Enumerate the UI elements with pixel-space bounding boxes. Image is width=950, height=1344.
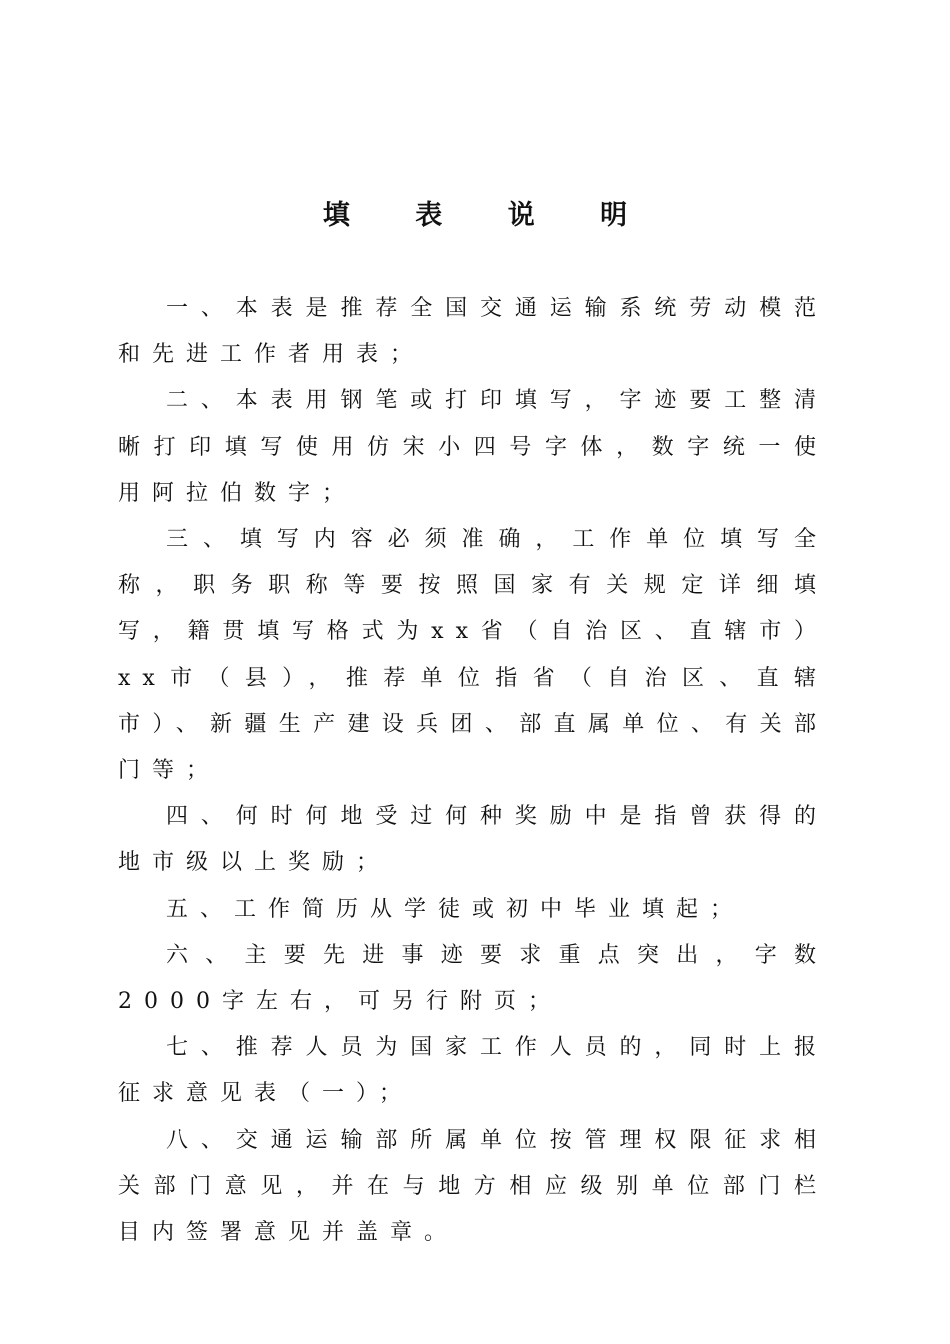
instruction-item-3: 三、填写内容必须准确，工作单位填写全称，职务职称等要按照国家有关规定详细填写，籍贯填写格式为xx省（自治区、直辖市）xx市（县），推荐单位指省（自治区、直辖市）、新疆生产建设兵团、部直属单位、有关部门等； xyxy=(118,527,828,784)
instruction-item-2: 二、本表用钢笔或打印填写，字迹要工整清晰打印填写使用仿宋小四号字体，数字统一使用阿拉伯数字； xyxy=(118,388,828,506)
page-title: 填 表 说 明 xyxy=(322,200,656,231)
instruction-item-8: 八、交通运输部所属单位按管理权限征求相关部门意见，并在与地方相应级别单位部门栏目内签署意见并盖章。 xyxy=(118,1127,828,1246)
instruction-item-1: 一、本表是推荐全国交通运输系统劳动模范和先进工作者用表； xyxy=(118,296,828,368)
instructions-body xyxy=(118,286,828,1256)
instruction-item-7: 七、推荐人员为国家工作人员的，同时上报征求意见表（一）； xyxy=(118,1035,828,1107)
instruction-item-6: 六、主要先进事迹要求重点突出，字数2000字左右，可另行附页； xyxy=(118,942,828,1015)
instruction-item-4: 四、何时何地受过何种奖励中是指曾获得的地市级以上奖励； xyxy=(118,804,828,876)
instruction-item-5: 五、工作简历从学徒或初中毕业填起； xyxy=(166,896,745,922)
